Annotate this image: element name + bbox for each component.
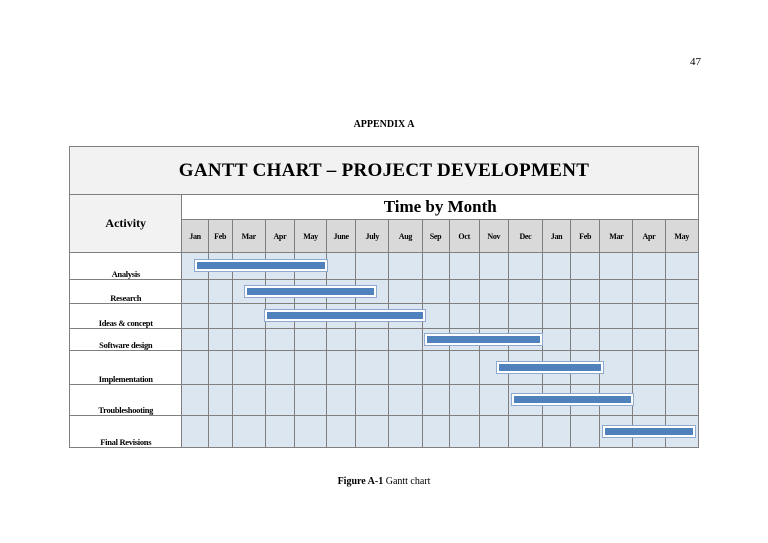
gantt-cell [479,329,508,351]
gantt-cell [571,385,600,416]
gantt-cell [449,329,479,351]
gantt-cell [208,304,232,329]
gantt-cell [665,351,698,385]
gantt-cell [182,351,208,385]
activity-row [70,329,699,351]
gantt-cell [600,416,633,448]
gantt-cell [508,385,542,416]
gantt-cell [449,280,479,304]
gantt-cell [356,304,389,329]
gantt-cell [508,304,542,329]
gantt-cell [479,416,508,448]
gantt-cell [422,329,449,351]
gantt-cell [422,351,449,385]
month-header-11: Dec [508,220,542,253]
activity-row [70,253,699,280]
gantt-cell [356,329,389,351]
gantt-cell [600,253,633,280]
gantt-cell [182,329,208,351]
gantt-cell [356,280,389,304]
gantt-cell [449,351,479,385]
gantt-cell [571,280,600,304]
gantt-cell [327,304,356,329]
gantt-cell [294,304,326,329]
month-header-10: Nov [479,220,508,253]
gantt-cell [633,253,665,280]
gantt-cell [422,253,449,280]
gantt-chart-table [69,146,699,448]
gantt-cell [633,280,665,304]
activity-row [70,304,699,329]
gantt-cell [422,416,449,448]
gantt-cell [389,304,422,329]
activity-label: Ideas & concept [70,304,182,329]
gantt-cell [508,253,542,280]
gantt-cell [600,351,633,385]
gantt-cell [449,304,479,329]
activity-row [70,280,699,304]
gantt-cell [508,329,542,351]
activity-label: Troubleshooting [70,385,182,416]
gantt-cell [232,253,265,280]
gantt-cell [600,304,633,329]
gantt-cell [294,280,326,304]
gantt-cell [389,416,422,448]
gantt-cell [543,253,571,280]
activity-rows [70,253,699,448]
gantt-cell [665,416,698,448]
gantt-cell [208,280,232,304]
gantt-cell [294,385,326,416]
page-number: 47 [690,56,701,68]
month-header-9: Oct [449,220,479,253]
gantt-cell [665,280,698,304]
activity-label: Implementation [70,351,182,385]
gantt-cell [422,280,449,304]
gantt-cell [508,280,542,304]
gantt-cell [327,253,356,280]
month-header-6: July [356,220,389,253]
gantt-cell [182,253,208,280]
activity-label: Software design [70,329,182,351]
month-header-14: Mar [600,220,633,253]
gantt-cell [265,385,294,416]
gantt-cell [600,280,633,304]
gantt-cell [543,385,571,416]
gantt-cell [665,385,698,416]
gantt-cell [479,253,508,280]
gantt-cell [389,385,422,416]
month-header-0: Jan [182,220,208,253]
gantt-cell [294,416,326,448]
gantt-cell [265,280,294,304]
gantt-cell [479,351,508,385]
gantt-cell [208,416,232,448]
gantt-cell [232,351,265,385]
gantt-cell [327,280,356,304]
gantt-cell [294,329,326,351]
gantt-cell [389,329,422,351]
gantt-cell [449,253,479,280]
gantt-cell [356,351,389,385]
gantt-cell [543,280,571,304]
gantt-cell [571,351,600,385]
figure-caption-text: Gantt chart [383,476,431,487]
gantt-cell [265,304,294,329]
gantt-cell [389,351,422,385]
gantt-cell [449,416,479,448]
month-header-1: Feb [208,220,232,253]
gantt-cell [633,385,665,416]
gantt-cell [633,351,665,385]
gantt-cell [479,280,508,304]
gantt-cell [208,385,232,416]
gantt-cell [600,385,633,416]
gantt-cell [232,304,265,329]
month-header-13: Feb [571,220,600,253]
gantt-cell [449,385,479,416]
gantt-cell [571,304,600,329]
gantt-cell [356,253,389,280]
gantt-cell [208,329,232,351]
month-header-15: Apr [633,220,665,253]
gantt-cell [327,329,356,351]
gantt-cell [182,416,208,448]
gantt-cell [508,416,542,448]
gantt-cell [571,416,600,448]
gantt-cell [294,351,326,385]
month-header-16: May [665,220,698,253]
chart-title: GANTT CHART – PROJECT DEVELOPMENT [70,147,699,195]
gantt-cell [665,253,698,280]
month-header-4: May [294,220,326,253]
gantt-cell [232,416,265,448]
gantt-cell [422,385,449,416]
activity-row [70,385,699,416]
month-header-3: Apr [265,220,294,253]
gantt-cell [665,329,698,351]
gantt-cell [208,351,232,385]
gantt-cell [208,253,232,280]
gantt-cell [327,385,356,416]
gantt-cell [479,385,508,416]
appendix-heading: APPENDIX A [353,119,415,130]
gantt-cell [265,416,294,448]
activity-label: Research [70,280,182,304]
gantt-cell [633,329,665,351]
gantt-cell [543,351,571,385]
activity-column-header: Activity [70,195,182,253]
figure-label: Figure A-1 [337,476,384,487]
gantt-cell [232,280,265,304]
gantt-cell [543,329,571,351]
gantt-cell [633,304,665,329]
gantt-cell [182,385,208,416]
month-header-5: June [327,220,356,253]
gantt-cell [479,304,508,329]
gantt-cell [571,329,600,351]
figure-caption [0,476,768,487]
gantt-cell [265,253,294,280]
gantt-cell [633,416,665,448]
gantt-cell [543,304,571,329]
month-header-2: Mar [232,220,265,253]
gantt-cell [232,385,265,416]
gantt-cell [265,329,294,351]
time-by-month-header: Time by Month [182,195,699,220]
gantt-cell [389,280,422,304]
gantt-cell [508,351,542,385]
gantt-cell [182,280,208,304]
gantt-cell [422,304,449,329]
gantt-cell [543,416,571,448]
gantt-cell [327,416,356,448]
gantt-cell [182,304,208,329]
activity-row [70,416,699,448]
gantt-cell [356,385,389,416]
activity-label: Analysis [70,253,182,280]
gantt-cell [294,253,326,280]
gantt-cell [356,416,389,448]
activity-row [70,351,699,385]
activity-label: Final Revisions [70,416,182,448]
gantt-cell [600,329,633,351]
gantt-cell [265,351,294,385]
gantt-cell [389,253,422,280]
gantt-cell [665,304,698,329]
gantt-cell [327,351,356,385]
month-header-12: Jan [543,220,571,253]
gantt-cell [232,329,265,351]
month-header-8: Sep [422,220,449,253]
month-header-7: Aug [389,220,422,253]
gantt-cell [571,253,600,280]
